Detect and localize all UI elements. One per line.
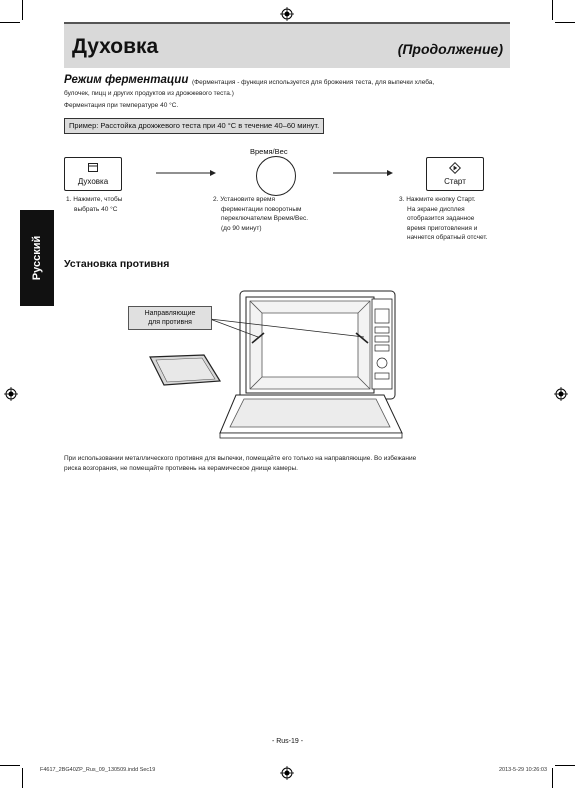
step-1-text: 1. Нажмите, чтобы выбрать 40 °C <box>66 196 123 213</box>
dial-label: Время/Вес <box>250 147 288 156</box>
crop-mark <box>555 765 575 766</box>
crop-mark <box>0 765 20 766</box>
registration-mark-icon <box>4 387 18 401</box>
arrow-right-icon <box>156 169 216 177</box>
section-title-fermentation: Режим ферментации <box>64 74 189 86</box>
footer-file-info: F4617_2BG40ZP_Rus_09_130509.indd Sec19 <box>40 767 156 773</box>
language-side-tab-label: Русский <box>31 235 43 281</box>
oven-button <box>64 157 122 191</box>
registration-mark-icon <box>280 7 294 21</box>
crop-mark <box>22 768 23 788</box>
page-number: - Rus-19 - <box>271 738 304 745</box>
crop-mark <box>22 0 23 20</box>
tray-note: При использовании металлического противня для выпечки, помещайте его только на направляющие. Во избежание риска возгорания, не помещайте противень на керамическое днище камеры. <box>64 455 417 472</box>
crop-mark <box>552 768 553 788</box>
arrow-right-icon <box>333 169 393 177</box>
example-box: Пример: Расстойка дрожжевого теста при 40 °C в течение 40–60 минут. <box>64 118 324 134</box>
start-icon <box>449 162 461 174</box>
fermentation-temperature-note: Ферментация при температуре 40 °C. <box>64 102 179 109</box>
time-weight-dial <box>256 156 296 196</box>
registration-mark-icon <box>554 387 568 401</box>
crop-mark <box>552 0 553 20</box>
section-title-tray: Установка противня <box>64 258 170 270</box>
tray-guides-callout: Направляющие для противня <box>128 306 212 330</box>
registration-mark-icon <box>280 766 294 780</box>
fermentation-description: булочек, пицц и других продуктов из дрожжевого теста.) <box>64 90 234 97</box>
step-3-text: 3. Нажмите кнопку Старт. На экране дисплея отобразится заданное время приготовления и начнется обратный отсчет. <box>399 196 488 241</box>
page-title: Духовка <box>72 35 159 58</box>
step-2-text: 2. Установите время ферментации поворотным переключателем Время/Вес. (до 90 минут) <box>213 196 309 232</box>
fermentation-description: (Ферментация - функция используется для брожения теста, для выпечки хлеба, <box>192 79 435 86</box>
start-button-label: Старт <box>444 177 466 186</box>
oven-icon <box>88 163 98 172</box>
language-side-tab <box>20 210 54 306</box>
start-button <box>426 157 484 191</box>
page-subtitle: (Продолжение) <box>397 41 503 57</box>
crop-mark <box>0 22 20 23</box>
crop-mark <box>555 22 575 23</box>
footer-timestamp: 2013-5-29 10:26:03 <box>498 767 547 773</box>
oven-button-label: Духовка <box>77 177 109 186</box>
